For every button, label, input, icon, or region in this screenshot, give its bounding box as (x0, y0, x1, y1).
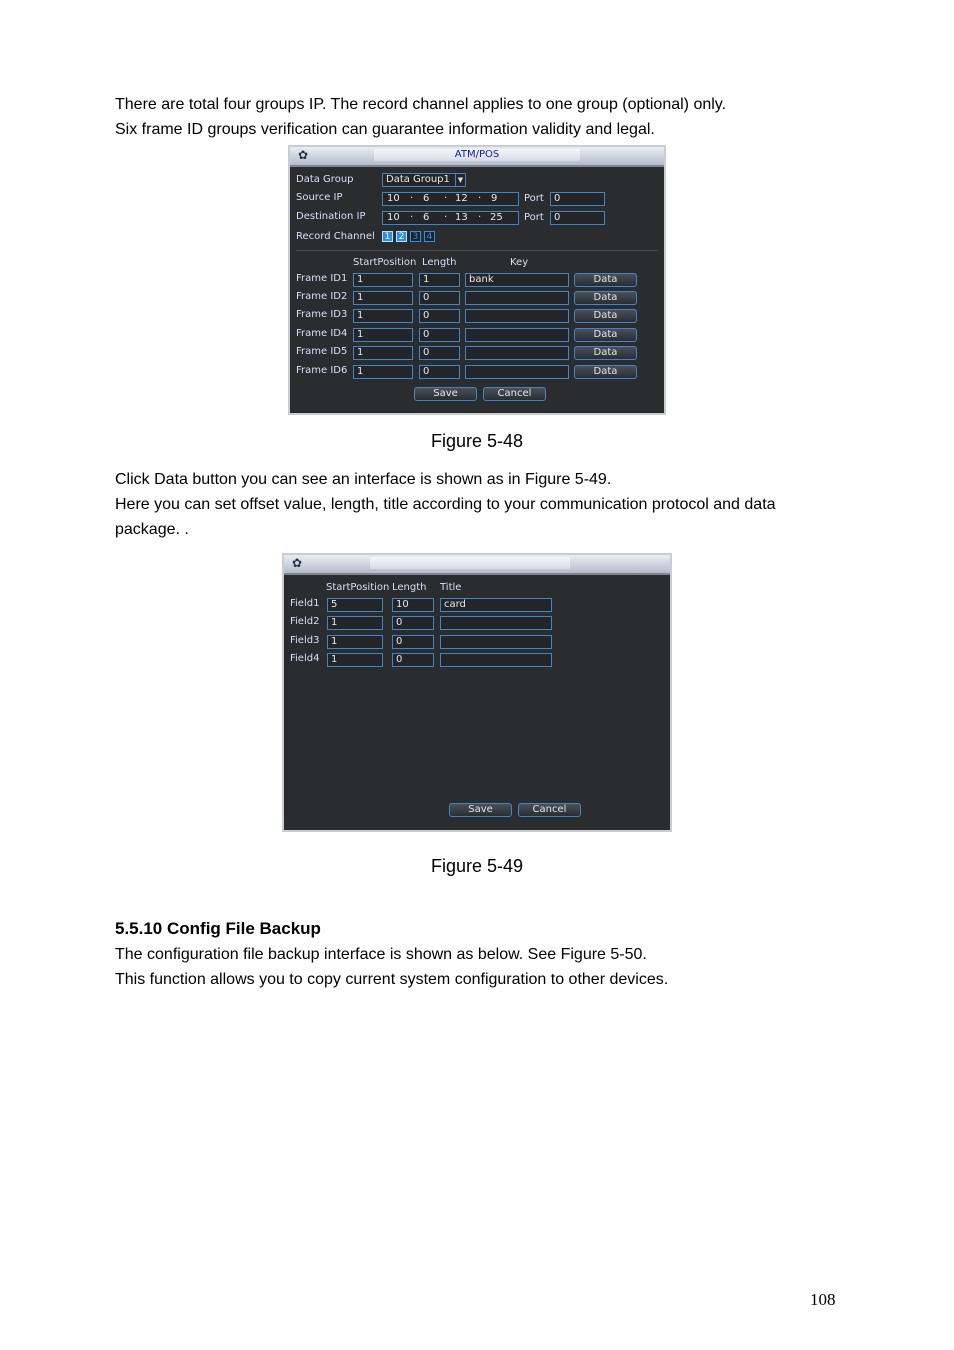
destination-port-field[interactable]: 0 (550, 211, 605, 225)
field-start-input[interactable]: 1 (327, 635, 383, 649)
intro-line-1: There are total four groups IP. The record channel applies to one group (optional) only. (115, 96, 727, 113)
frame-length-field[interactable]: 0 (419, 309, 460, 323)
dialog-title: ATM/POS (374, 149, 580, 161)
frame-start-field[interactable]: 1 (353, 309, 413, 323)
field-label: Field2 (290, 616, 320, 627)
field-length-input[interactable]: 0 (392, 616, 434, 630)
section-line-1: The configuration file backup interface is shown as below. See Figure 5-50. (115, 946, 647, 963)
frame-key-field[interactable] (465, 346, 569, 360)
frame-key-field[interactable]: bank (465, 273, 569, 287)
app-logo-icon: ✿ (298, 148, 309, 162)
field-label: Field1 (290, 598, 320, 609)
data-group-select[interactable] (382, 173, 466, 187)
source-ip-octet-4: 9 (491, 193, 498, 204)
field-title-input[interactable]: card (440, 598, 552, 612)
frame-key-field[interactable] (465, 365, 569, 379)
frame-length-field[interactable]: 1 (419, 273, 460, 287)
destination-ip-octet-1: 10 (387, 212, 400, 223)
destination-ip-label: Destination IP (296, 211, 366, 222)
save-button[interactable]: Save (414, 387, 477, 401)
frame-data-button[interactable]: Data (574, 273, 637, 287)
channel-3-checkbox[interactable]: 3 (410, 231, 421, 242)
destination-ip-field[interactable]: 10 · 6 · 13 · 25 (382, 211, 519, 225)
col-start-position: StartPosition (353, 257, 417, 268)
frame-start-field[interactable]: 1 (353, 346, 413, 360)
app-logo-icon: ✿ (292, 556, 303, 570)
channel-4-checkbox[interactable]: 4 (424, 231, 435, 242)
figure-caption-49: Figure 5-49 (430, 856, 524, 876)
source-ip-octet-2: 6 (423, 193, 430, 204)
frame-length-field[interactable]: 0 (419, 291, 460, 305)
record-channel-label: Record Channel (296, 231, 375, 242)
source-ip-label: Source IP (296, 192, 343, 203)
frame-label: Frame ID2 (296, 291, 348, 302)
data-group-value: Data Group1 (386, 174, 450, 185)
col-title: Title (440, 582, 462, 593)
chevron-down-icon[interactable]: ▼ (455, 174, 465, 186)
col-length: Length (422, 257, 457, 268)
frame-data-button[interactable]: Data (574, 365, 637, 379)
field-start-input[interactable]: 5 (327, 598, 383, 612)
frame-start-field[interactable]: 1 (353, 328, 413, 342)
atm-pos-dialog (288, 145, 666, 415)
frame-data-button[interactable]: Data (574, 291, 637, 305)
destination-ip-octet-4: 25 (490, 212, 503, 223)
data-group-label: Data Group (296, 174, 354, 185)
field-title-input[interactable] (440, 616, 552, 630)
section-heading: 5.5.10 Config File Backup (115, 919, 321, 938)
frame-start-field[interactable]: 1 (353, 273, 413, 287)
dialog-title-slot (370, 557, 570, 569)
field-title-input[interactable] (440, 653, 552, 667)
cancel-button[interactable]: Cancel (518, 803, 581, 817)
middle-line-1: Click Data button you can see an interface is shown as in Figure 5-49. (115, 471, 612, 488)
section-line-2: This function allows you to copy current system configuration to other devices. (115, 971, 669, 988)
frame-length-field[interactable]: 0 (419, 346, 460, 360)
figure-caption-48: Figure 5-48 (430, 431, 524, 451)
frame-key-field[interactable] (465, 309, 569, 323)
destination-ip-octet-2: 6 (423, 212, 430, 223)
field-length-input[interactable]: 0 (392, 653, 434, 667)
frame-length-field[interactable]: 0 (419, 328, 460, 342)
frame-key-field[interactable] (465, 328, 569, 342)
frame-length-field[interactable]: 0 (419, 365, 460, 379)
frame-label: Frame ID5 (296, 346, 348, 357)
col-start-position: StartPosition (326, 582, 390, 593)
middle-line-2: Here you can set offset value, length, title according to your communication protocol and data (115, 496, 776, 513)
field-label: Field3 (290, 635, 320, 646)
page-number: 108 (810, 1290, 836, 1309)
data-fields-dialog (282, 553, 672, 832)
destination-port-label: Port (524, 212, 544, 223)
dialog-title-bar (290, 147, 664, 167)
frame-data-button[interactable]: Data (574, 309, 637, 323)
frame-label: Frame ID3 (296, 309, 348, 320)
frame-label: Frame ID6 (296, 365, 348, 376)
field-title-input[interactable] (440, 635, 552, 649)
source-ip-octet-3: 12 (455, 193, 468, 204)
source-ip-field[interactable]: 10 · 6 · 12 · 9 (382, 192, 519, 206)
field-length-input[interactable]: 0 (392, 635, 434, 649)
frame-data-button[interactable]: Data (574, 328, 637, 342)
col-length: Length (392, 582, 427, 593)
dialog-title-bar (284, 555, 670, 575)
divider (296, 250, 658, 251)
field-length-input[interactable]: 10 (392, 598, 434, 612)
source-port-label: Port (524, 193, 544, 204)
cancel-button[interactable]: Cancel (483, 387, 546, 401)
channel-2-checkbox[interactable]: 2 (396, 231, 407, 242)
source-ip-octet-1: 10 (387, 193, 400, 204)
source-port-field[interactable]: 0 (550, 192, 605, 206)
field-label: Field4 (290, 653, 320, 664)
destination-ip-octet-3: 13 (455, 212, 468, 223)
middle-line-3: package. . (115, 521, 189, 538)
field-start-input[interactable]: 1 (327, 653, 383, 667)
frame-data-button[interactable]: Data (574, 346, 637, 360)
frame-label: Frame ID4 (296, 328, 348, 339)
frame-start-field[interactable]: 1 (353, 365, 413, 379)
save-button[interactable]: Save (449, 803, 512, 817)
col-key: Key (510, 257, 529, 268)
frame-label: Frame ID1 (296, 273, 348, 284)
field-start-input[interactable]: 1 (327, 616, 383, 630)
channel-1-checkbox[interactable]: 1 (382, 231, 393, 242)
frame-key-field[interactable] (465, 291, 569, 305)
frame-start-field[interactable]: 1 (353, 291, 413, 305)
intro-line-2: Six frame ID groups verification can guarantee information validity and legal. (115, 121, 655, 138)
